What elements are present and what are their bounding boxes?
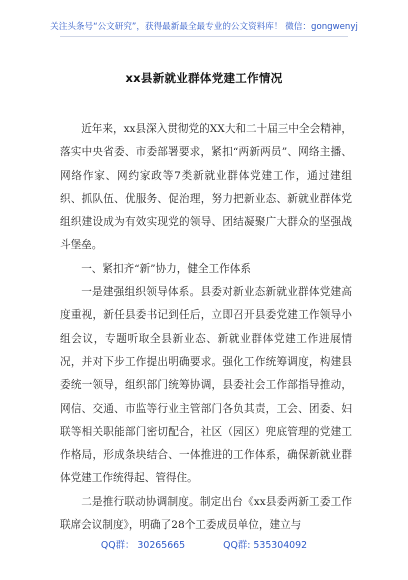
footer-qq-groups <box>0 537 408 551</box>
body-paragraph-coordination: 二是推行联动协调制度。制定出台《xx县委两新工委工作联席会议制度》，明确了28个工委成员单位，建立与 <box>60 495 352 532</box>
header-divider <box>60 36 348 37</box>
header-banner: 关注头条号“公文研究”，获得最新最全最专业的公文资料库！ 微信：gongwenyj <box>50 22 358 32</box>
document-title: xx县新就业群体党建工作情况 <box>125 71 283 85</box>
section-heading-1: 一、紧扣齐“新”协力，健全工作体系 <box>81 262 251 275</box>
footer-qq-group-1: QQ群： 30265665 <box>100 540 186 551</box>
document-body <box>60 118 352 537</box>
body-paragraph-organization: 一是建强组织领导体系。县委对新业态新就业群体党建高度重视，新任县委书记到任后，立即召开县委党建工作领导小组会议，专题听取全县新业态、新就业群体党建工作进展情况，并对下步工作提出明确要求。强化工作统筹调度，构建县委统一领导，组织部门统筹协调，县委社会工作部指导推动，网信、交通、市监等行业主管部门各负其责，工会、团委、妇联等相关职能部门密切配合，社区（园区）兜底管理的党建工作格局，形成条块结合、一体推进的工作体系，确保新就业群体党建工作统得起、管得住。 <box>60 286 352 485</box>
body-paragraph-intro: 近年来，xx县深入贯彻党的XX大和二十届三中全会精神，落实中央省委、市委部署要求，紧扣“两新两员”、网络主播、网络作家、网约家政等7类新就业群体党建工作，通过建组织、抓队伍、优服务、促治理，努力把新业态、新就业群体党组织建设成为有效实现党的领导、团结凝聚广大群众的坚强战斗堡垒。 <box>60 123 352 252</box>
footer-qq-group-2: QQ群: 535304092 <box>223 540 308 551</box>
